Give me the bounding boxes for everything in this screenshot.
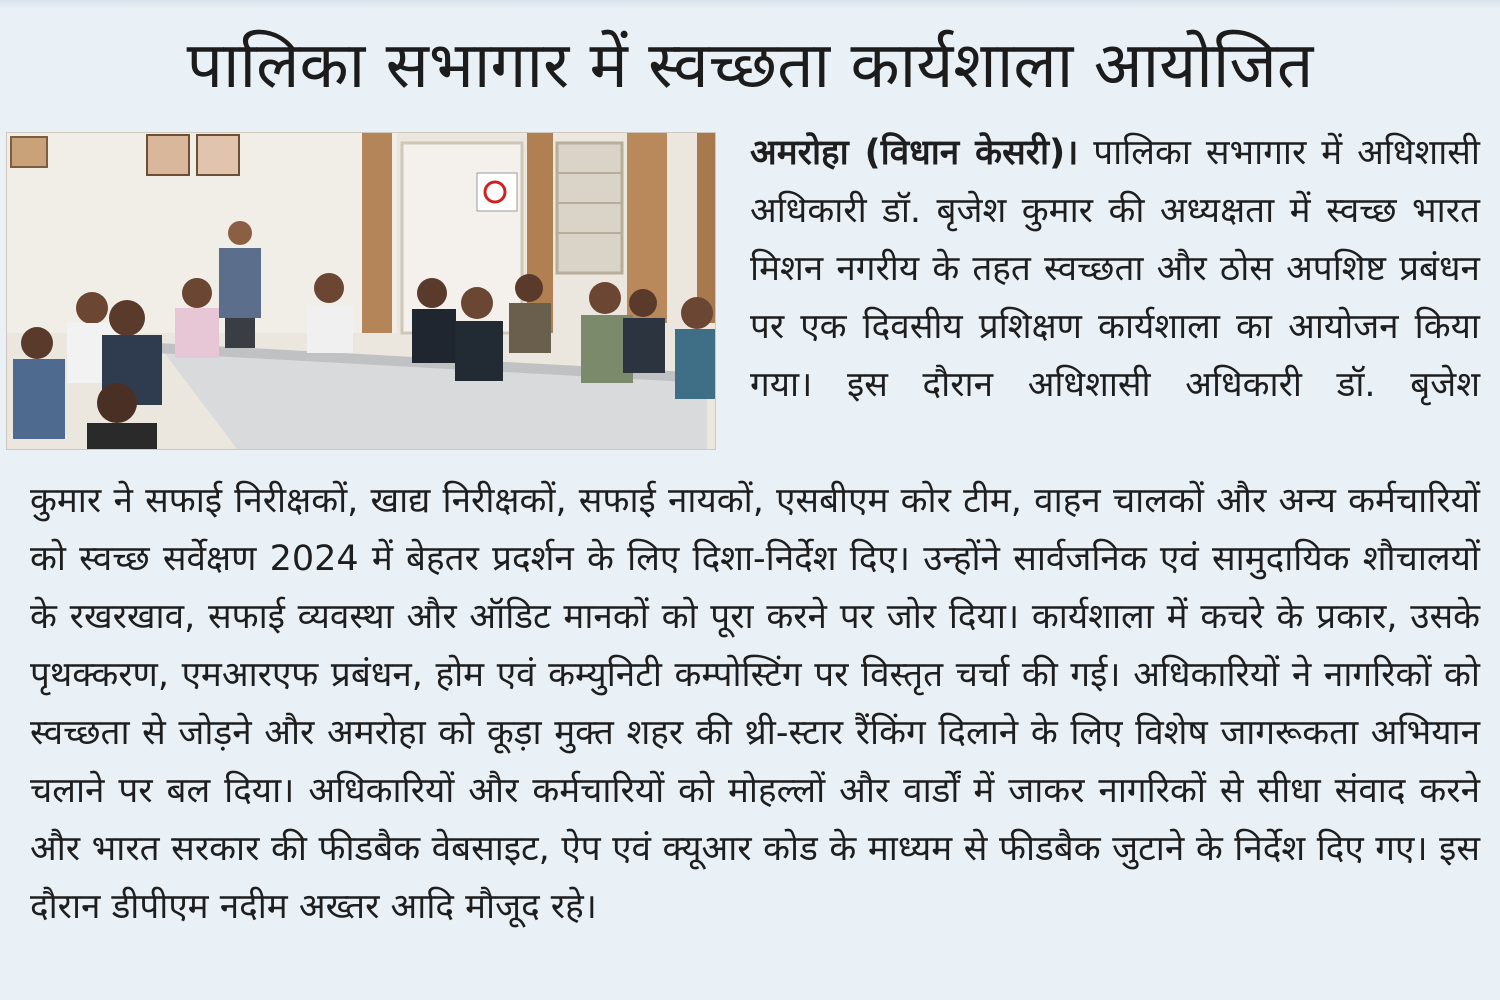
page-top-strip: [0, 0, 1500, 8]
article-photo: [6, 132, 716, 450]
meeting-photo-illustration: [7, 133, 715, 449]
article-lead-paragraph: [750, 124, 1480, 414]
article-body-paragraph: कुमार ने सफाई निरीक्षकों, खाद्य निरीक्षकों, सफाई नायकों, एसबीएम कोर टीम, वाहन चालकों और अन्य कर्मचारियों को स्वच्छ सर्वेक्षण 2024 में बेहतर प्रदर्शन के लिए दिशा-निर्देश दिए। उन्होंने सार्वजनिक एवं सामुदायिक शौचालयों के रखरखाव, सफाई व्यवस्था और ऑडिट मानकों को पूरा करने पर जोर दिया। कार्यशाला में कचरे के प्रकार, उसके पृथक्करण, एमआरएफ प्रबंधन, होम एवं कम्युनिटी कम्पोस्टिंग पर विस्तृत चर्चा की गई। अधिकारियों ने नागरिकों को स्वच्छता से जोड़ने और अमरोहा को कूड़ा मुक्त शहर की थ्री-स्टार रैंकिंग दिलाने के लिए विशेष जागरूकता अभियान चलाने पर बल दिया। अधिकारियों और कर्मचारियों को मोहल्लों और वार्डों में जाकर नागरिकों से सीधा संवाद करने और भारत सरकार की फीडबैक वेबसाइट, ऐप एवं क्यूआर कोड के माध्यम से फीडबैक जुटाने के निर्देश दिए गए। इस दौरान डीपीएम नदीम अख्तर आदि मौजूद रहे।: [30, 481, 1480, 927]
article-lead-text: पालिका सभागार में अधिशासी अधिकारी डॉ. बृजेश कुमार की अध्यक्षता में स्वच्छ भारत मिशन नगरीय के तहत स्वच्छता और ठोस अपशिष्ट प्रबंधन पर एक दिवसीय प्रशिक्षण कार्यशाला का आयोजन किया गया। इस दौरान अधिशासी अधिकारी डॉ. बृजेश: [750, 133, 1480, 405]
article-dateline: अमरोहा (विधान केसरी)।: [750, 133, 1079, 173]
article-headline: पालिका सभागार में स्वच्छता कार्यशाला आयोजित: [186, 29, 1314, 103]
